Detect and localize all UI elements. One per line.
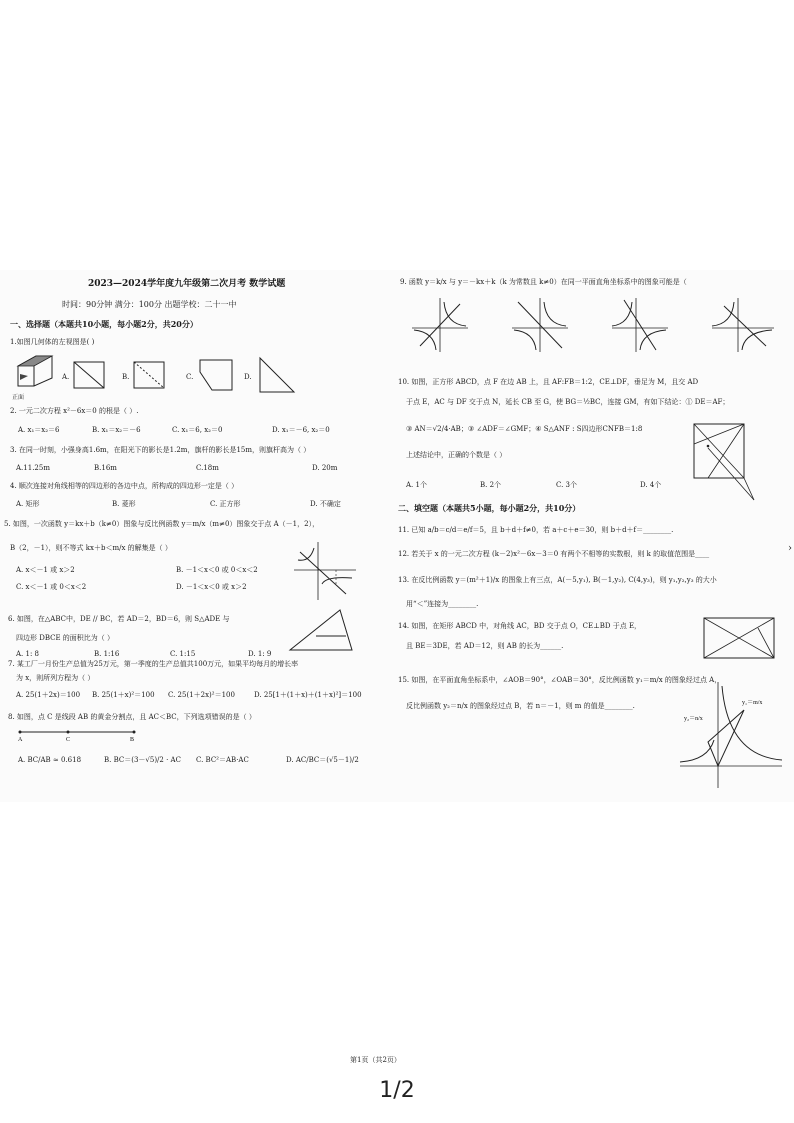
q6-option-a: A. 1: 8 [16, 650, 39, 658]
question-13: 13. 在反比例函数 y＝(m²＋1)/x 的图象上有三点，A(－5,y₁), B(－1,y₂), C(4,y₃)，则 y₁,y₂,y₃ 的大小 [398, 576, 717, 584]
q9-graph-b [512, 298, 568, 352]
question-15-cont: 反比例函数 y₂＝n/x 的图象经过点 B，若 n＝－1，则 m 的值是________. [406, 702, 635, 710]
q9-graph-d [712, 298, 774, 352]
q10-option-b: B. 2个 [480, 481, 502, 489]
q3-option-d: D. 20m [312, 464, 338, 472]
q1-option-a-figure [72, 360, 106, 390]
q1-solid-figure [12, 352, 56, 392]
q15-graph [678, 680, 786, 790]
svg-text:B: B [130, 737, 135, 743]
q10-option-a: A. 1个 [406, 481, 427, 489]
section-2-heading: 二、填空题（本题共5小题，每小题2分，共10分） [398, 503, 581, 513]
q7-option-b: B. 25(1＋x)²＝100 [92, 691, 155, 699]
q2-option-a: A. x₁＝x₂＝6 [18, 426, 60, 434]
q8-option-a: A. BC/AB ≈ 0.618 [18, 756, 82, 764]
question-3: 3. 在同一时刻，小强身高1.6m，在阳光下的影长是1.2m，旗杆的影长是15m，则旗杆高为（ ） [10, 446, 311, 454]
question-13-cont: 用“＜”连接为________. [406, 600, 479, 608]
left-column [0, 270, 392, 802]
q1-option-c-label: C. [186, 373, 194, 381]
q10-option-d: D. 4个 [640, 481, 662, 489]
question-9: 9. 函数 y＝k/x 与 y＝－kx＋k（k 为常数且 k≠0）在同一平面直角坐标系中的图象可能是（ [400, 278, 687, 286]
q2-option-d: D. x₁＝－6, x₂＝0 [272, 426, 330, 434]
q8-option-c: C. BC²＝AB·AC [196, 756, 249, 764]
q8-option-b: B. BC＝(3－√5)/2 · AC [104, 756, 181, 764]
question-5: 5. 如图，一次函数 y＝kx＋b（k≠0）图象与反比例函数 y＝m/x（m≠0）图象交于点 A（－1，2）， [4, 520, 320, 528]
section-1-heading: 一、选择题（本题共10小题，每小题2分，共20分） [10, 319, 198, 329]
q5-option-c: C. x＜－1 或 0＜x＜2 [16, 583, 87, 591]
q3-option-a: A.11.25m [16, 464, 50, 472]
q4-option-c: C. 正方形 [210, 500, 241, 508]
question-1: 1.如图几何体的左视图是( ) [10, 338, 95, 346]
question-10-conclusions: ③ AN＝√2/4·AB；③ ∠ADF＝∠GMF；④ S△ANF : S四边形CNFB＝1:8 [406, 425, 643, 433]
exam-page-scan [0, 270, 794, 1064]
q14-rectangle-figure [700, 614, 778, 662]
q8-option-d: D. AC/BC＝(√5－1)/2 [286, 756, 359, 764]
q7-option-d: D. 25[1＋(1＋x)＋(1＋x)²]＝100 [254, 691, 362, 699]
q1-option-c-figure [198, 358, 234, 392]
exam-meta: 时间：90分钟 满分：100分 出题学校：二十一中 [62, 300, 237, 309]
question-7: 7. 某工厂一月份生产总值为25万元，第一季度的生产总值共100万元，如果平均每月的增长率 [8, 660, 299, 668]
q5-option-b: B. －1＜x＜0 或 0＜x＜2 [176, 566, 258, 574]
viewer-edge-arrow-icon[interactable]: › [788, 543, 792, 554]
q6-option-d: D. 1: 9 [248, 650, 272, 658]
q3-option-b: B.16m [94, 464, 117, 472]
q10-option-c: C. 3个 [556, 481, 578, 489]
q2-option-c: C. x₁＝6, x₂＝0 [172, 426, 223, 434]
q6-option-b: B. 1:16 [94, 650, 120, 658]
q9-options-graphs [410, 296, 784, 354]
q9-graph-a [412, 298, 468, 352]
q1-option-d-figure [256, 356, 296, 394]
q6-triangle-figure [286, 606, 356, 654]
question-14: 14. 如图，在矩形 ABCD 中，对角线 AC，BD 交于点 O，CE⊥BD 于点 E， [398, 622, 642, 630]
q4-option-a: A. 矩形 [16, 500, 40, 508]
question-12: 12. 若关于 x 的一元二次方程 (k－2)x²－6x－3＝0 有两个不相等的实数根，则 k 的取值范围是____ [398, 550, 710, 558]
q9-graph-c [612, 298, 668, 352]
question-10-ask: 上述结论中，正确的个数是（ ） [406, 451, 507, 459]
q7-option-a: A. 25(1＋2x)＝100 [16, 691, 81, 699]
question-7-cont: 为 x，则所列方程为（ ） [16, 674, 95, 682]
question-6: 6. 如图，在△ABC中，DE // BC，若 AD＝2，BD＝6，则 S△ADE 与 [8, 615, 230, 623]
right-column [392, 270, 794, 802]
question-10: 10. 如图，正方形 ABCD，点 F 在边 AB 上，且 AF:FB＝1:2，CE⊥DF，垂足为 M，且交 AD [398, 378, 699, 386]
q1-option-d-label: D. [244, 373, 252, 381]
q15-y1-label: y₁＝m/x [742, 700, 763, 706]
page-indicator: 1/2 [379, 1078, 415, 1103]
question-14-cont: 且 BE＝3DE，若 AD＝12，则 AB 的长为______. [406, 642, 564, 650]
exam-title: 2023—2024学年度九年级第二次月考 数学试题 [88, 279, 286, 289]
q1-option-a-label: A. [62, 373, 70, 381]
q4-option-b: B. 菱形 [112, 500, 136, 508]
question-5-cont: B（2，－1），则不等式 kx＋b＜m/x 的解集是（ ） [10, 544, 172, 552]
question-8: 8. 如图，点 C 是线段 AB 的黄金分割点，且 AC＜BC，下列选项错误的是（ ） [8, 713, 256, 721]
question-11: 11. 已知 a/b＝c/d＝e/f＝5，且 b＋d＋f≠0，若 a＋c＋e＝30，则 b＋d＋f＝________. [398, 526, 674, 534]
q6-option-c: C. 1:15 [170, 650, 196, 658]
question-15: 15. 如图，在平面直角坐标系中，∠AOB＝90°，∠OAB＝30°，反比例函数 y₁＝m/x 的图象经过点 A， [398, 676, 722, 684]
q1-base-label: 正面 [12, 394, 25, 401]
q5-option-d: D. －1＜x＜0 或 x＞2 [176, 583, 247, 591]
question-4: 4. 顺次连接对角线相等的四边形的各边中点，所构成的四边形一定是（ ） [10, 482, 239, 490]
svg-text:A: A [18, 737, 23, 743]
q1-option-b-figure [132, 360, 166, 390]
q5-graph [292, 540, 358, 602]
q7-option-c: C. 25(1＋2x)²＝100 [168, 691, 235, 699]
svg-text:C: C [66, 737, 71, 743]
q8-segment-figure [18, 728, 138, 742]
question-2: 2. 一元二次方程 x²－6x＝0 的根是（ ）. [10, 407, 139, 415]
question-6-cont: 四边形 DBCE 的面积比为（ ） [16, 634, 115, 642]
q2-option-b: B. x₁＝x₂＝－6 [92, 426, 141, 434]
q3-option-c: C.18m [196, 464, 219, 472]
q10-square-figure [688, 418, 760, 504]
q5-option-a: A. x＜－1 或 x＞2 [16, 566, 75, 574]
q4-option-d: D. 不确定 [310, 500, 341, 508]
q15-y2-label: y₂＝n/x [684, 716, 703, 722]
question-10-cont: 于点 E，AC 与 DF 交于点 N，延长 CB 至 G，使 BG＝½BC，连接 GM，有如下结论：① DE＝AF； [406, 398, 730, 406]
page-footer: 第1页（共2页） [350, 1056, 401, 1064]
q1-option-b-label: B. [122, 373, 130, 381]
